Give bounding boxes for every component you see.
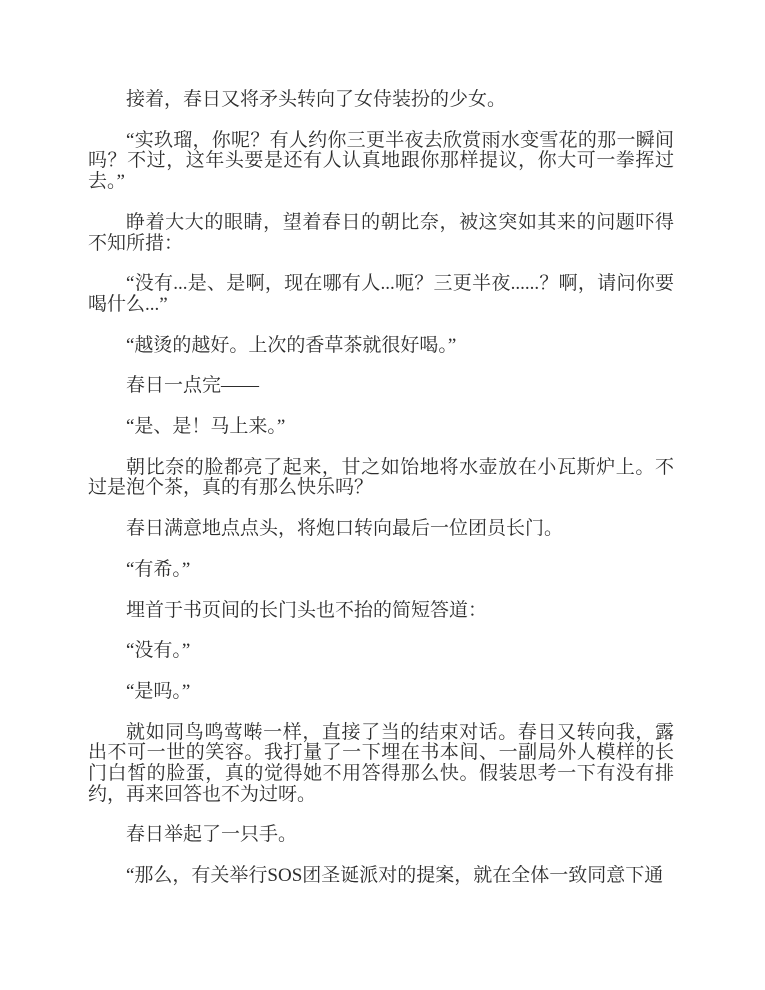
paragraph: 就如同鸟鸣莺啭一样，直接了当的结束对话。春日又转向我，露出不可一世的笑容。我打量了一下埋在书本间、一副局外人模样的长门白皙的脸蛋，真的觉得她不用答得那么快。假装思考一下有没有排约，再来回答也不为过呀。	[88, 721, 674, 805]
text-block	[88, 90, 674, 907]
paragraph: 春日一点完——	[126, 375, 260, 397]
paragraph: “是吗。”	[126, 680, 191, 702]
paragraph: 朝比奈的脸都亮了起来，甘之如饴地将水壶放在小瓦斯炉上。不过是泡个茶，真的有那么快乐吗？	[88, 456, 674, 499]
paragraph: 接着，春日又将矛头转向了女侍装扮的少女。	[126, 89, 507, 110]
paragraph: 睁着大大的眼睛，望着春日的朝比奈，被这突如其来的问题吓得不知所措：	[88, 211, 674, 254]
paragraph: 春日满意地点点头，将炮口转向最后一位团员长门。	[126, 518, 564, 540]
paragraph: “实玖瑠，你呢？有人约你三更半夜去欣赏雨水变雪花的那一瞬间吗？不过，这年头要是还有人认真地跟你那样提议，你大可一拳挥过去。”	[88, 129, 674, 193]
paragraph: “有希。”	[126, 558, 191, 580]
paragraph: “越烫的越好。上次的香草茶就很好喝。”	[126, 334, 457, 356]
paragraph: 春日举起了一只手。	[126, 824, 298, 846]
paragraph: 埋首于书页间的长门头也不抬的简短答道：	[126, 599, 488, 621]
paragraph: “没有...是、是啊，现在哪有人...呃？三更半夜......？啊，请问你要喝什么...”	[88, 273, 674, 315]
paragraph: “那么，有关举行SOS团圣诞派对的提案，就在全体一致同意下通	[126, 865, 664, 887]
paragraph: “没有。”	[126, 640, 191, 662]
paragraph: “是、是！马上来。”	[126, 416, 286, 438]
